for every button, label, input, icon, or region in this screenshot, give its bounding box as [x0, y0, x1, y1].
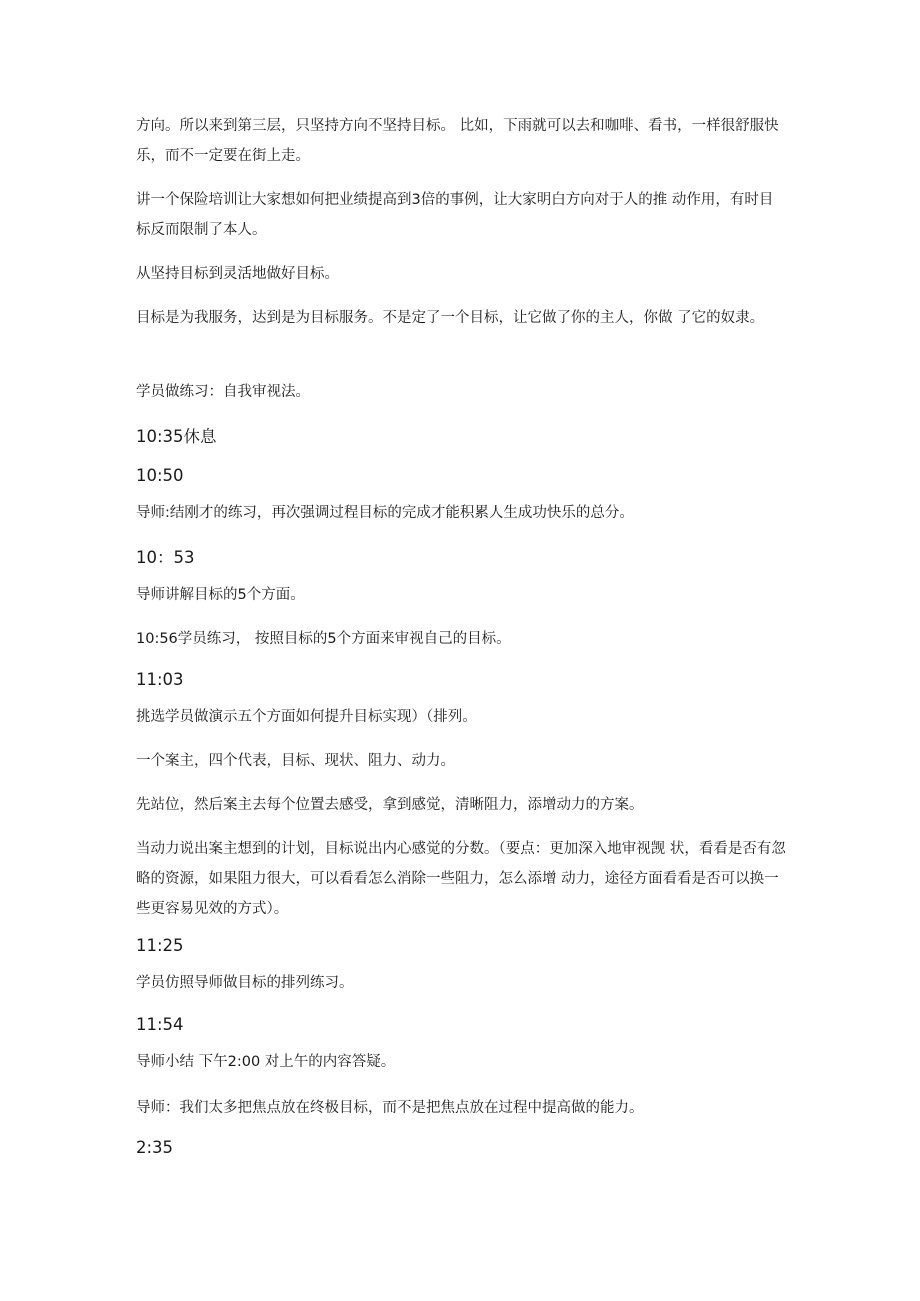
timestamp-1035-break: 10:35休息: [136, 427, 217, 446]
paragraph-positioning: 先站位，然后案主去每个位置去感受，拿到感觉，清晰阻力，添增动力的方案。: [136, 797, 644, 813]
timestamp-1125: 11:25: [136, 936, 184, 955]
paragraph-self-review-exercise: 学员做练习：自我审视法。: [136, 384, 310, 400]
paragraph-focus-process: 导师：我们太多把焦点放在终极目标，而不是把焦点放在过程中提高做的能力。: [136, 1100, 644, 1116]
paragraph-key-points: 当动力说出案主想到的计划，目标说出内心感觉的分数。（要点：更加深入地审视觊 状，看看是否有忽略的资源，如果阻力很大，可以看看怎么消除一些阻力，怎么添增 动力，途径方面看看是否可以换一些更容易见效的方式）。: [136, 841, 786, 917]
paragraph-1056-exercise: 10:56学员练习， 按照目标的5个方面来审视自己的目标。: [136, 631, 511, 647]
paragraph-flexible-goal: 从坚持目标到灵活地做好目标。: [136, 266, 339, 282]
timestamp-1050: 10:50: [136, 466, 184, 485]
paragraph-process-goal: 导师:结刚才的练习，再次强调过程目标的完成才能积累人生成功快乐的总分。: [136, 505, 634, 521]
timestamp-1103: 11:03: [136, 670, 184, 689]
timestamp-1154: 11:54: [136, 1015, 184, 1034]
paragraph-representatives: 一个案主，四个代表，目标、现状、阻力、动力。: [136, 753, 455, 769]
paragraph-direction: 方向。所以来到第三层，只坚持方向不坚持目标。 比如，下雨就可以去和咖啡、看书，一样很舒服快乐，而不一定要在街上走。: [136, 118, 779, 164]
timestamp-1053: 10：53: [136, 548, 195, 567]
paragraph-goal-serves-me: 目标是为我服务，达到是为目标服务。不是定了一个目标，让它做了你的主人，你做 了它的奴隶。: [136, 310, 765, 326]
paragraph-demonstration: 挑选学员做演示五个方面如何提升目标实现）（排列。: [136, 709, 477, 725]
paragraph-constellation-practice: 学员仿照导师做目标的排列练习。: [136, 975, 354, 991]
paragraph-five-aspects: 导师讲解目标的5个方面。: [136, 587, 305, 603]
paragraph-insurance-example: 讲一个保险培训让大家想如何把业绩提高到3倍的事例，让大家明白方向对于人的推 动作用，有时目标反而限制了本人。: [136, 192, 774, 238]
timestamp-235: 2:35: [136, 1138, 174, 1157]
paragraph-summary-qa: 导师小结 下午2:00 对上午的内容答疑。: [136, 1054, 396, 1070]
